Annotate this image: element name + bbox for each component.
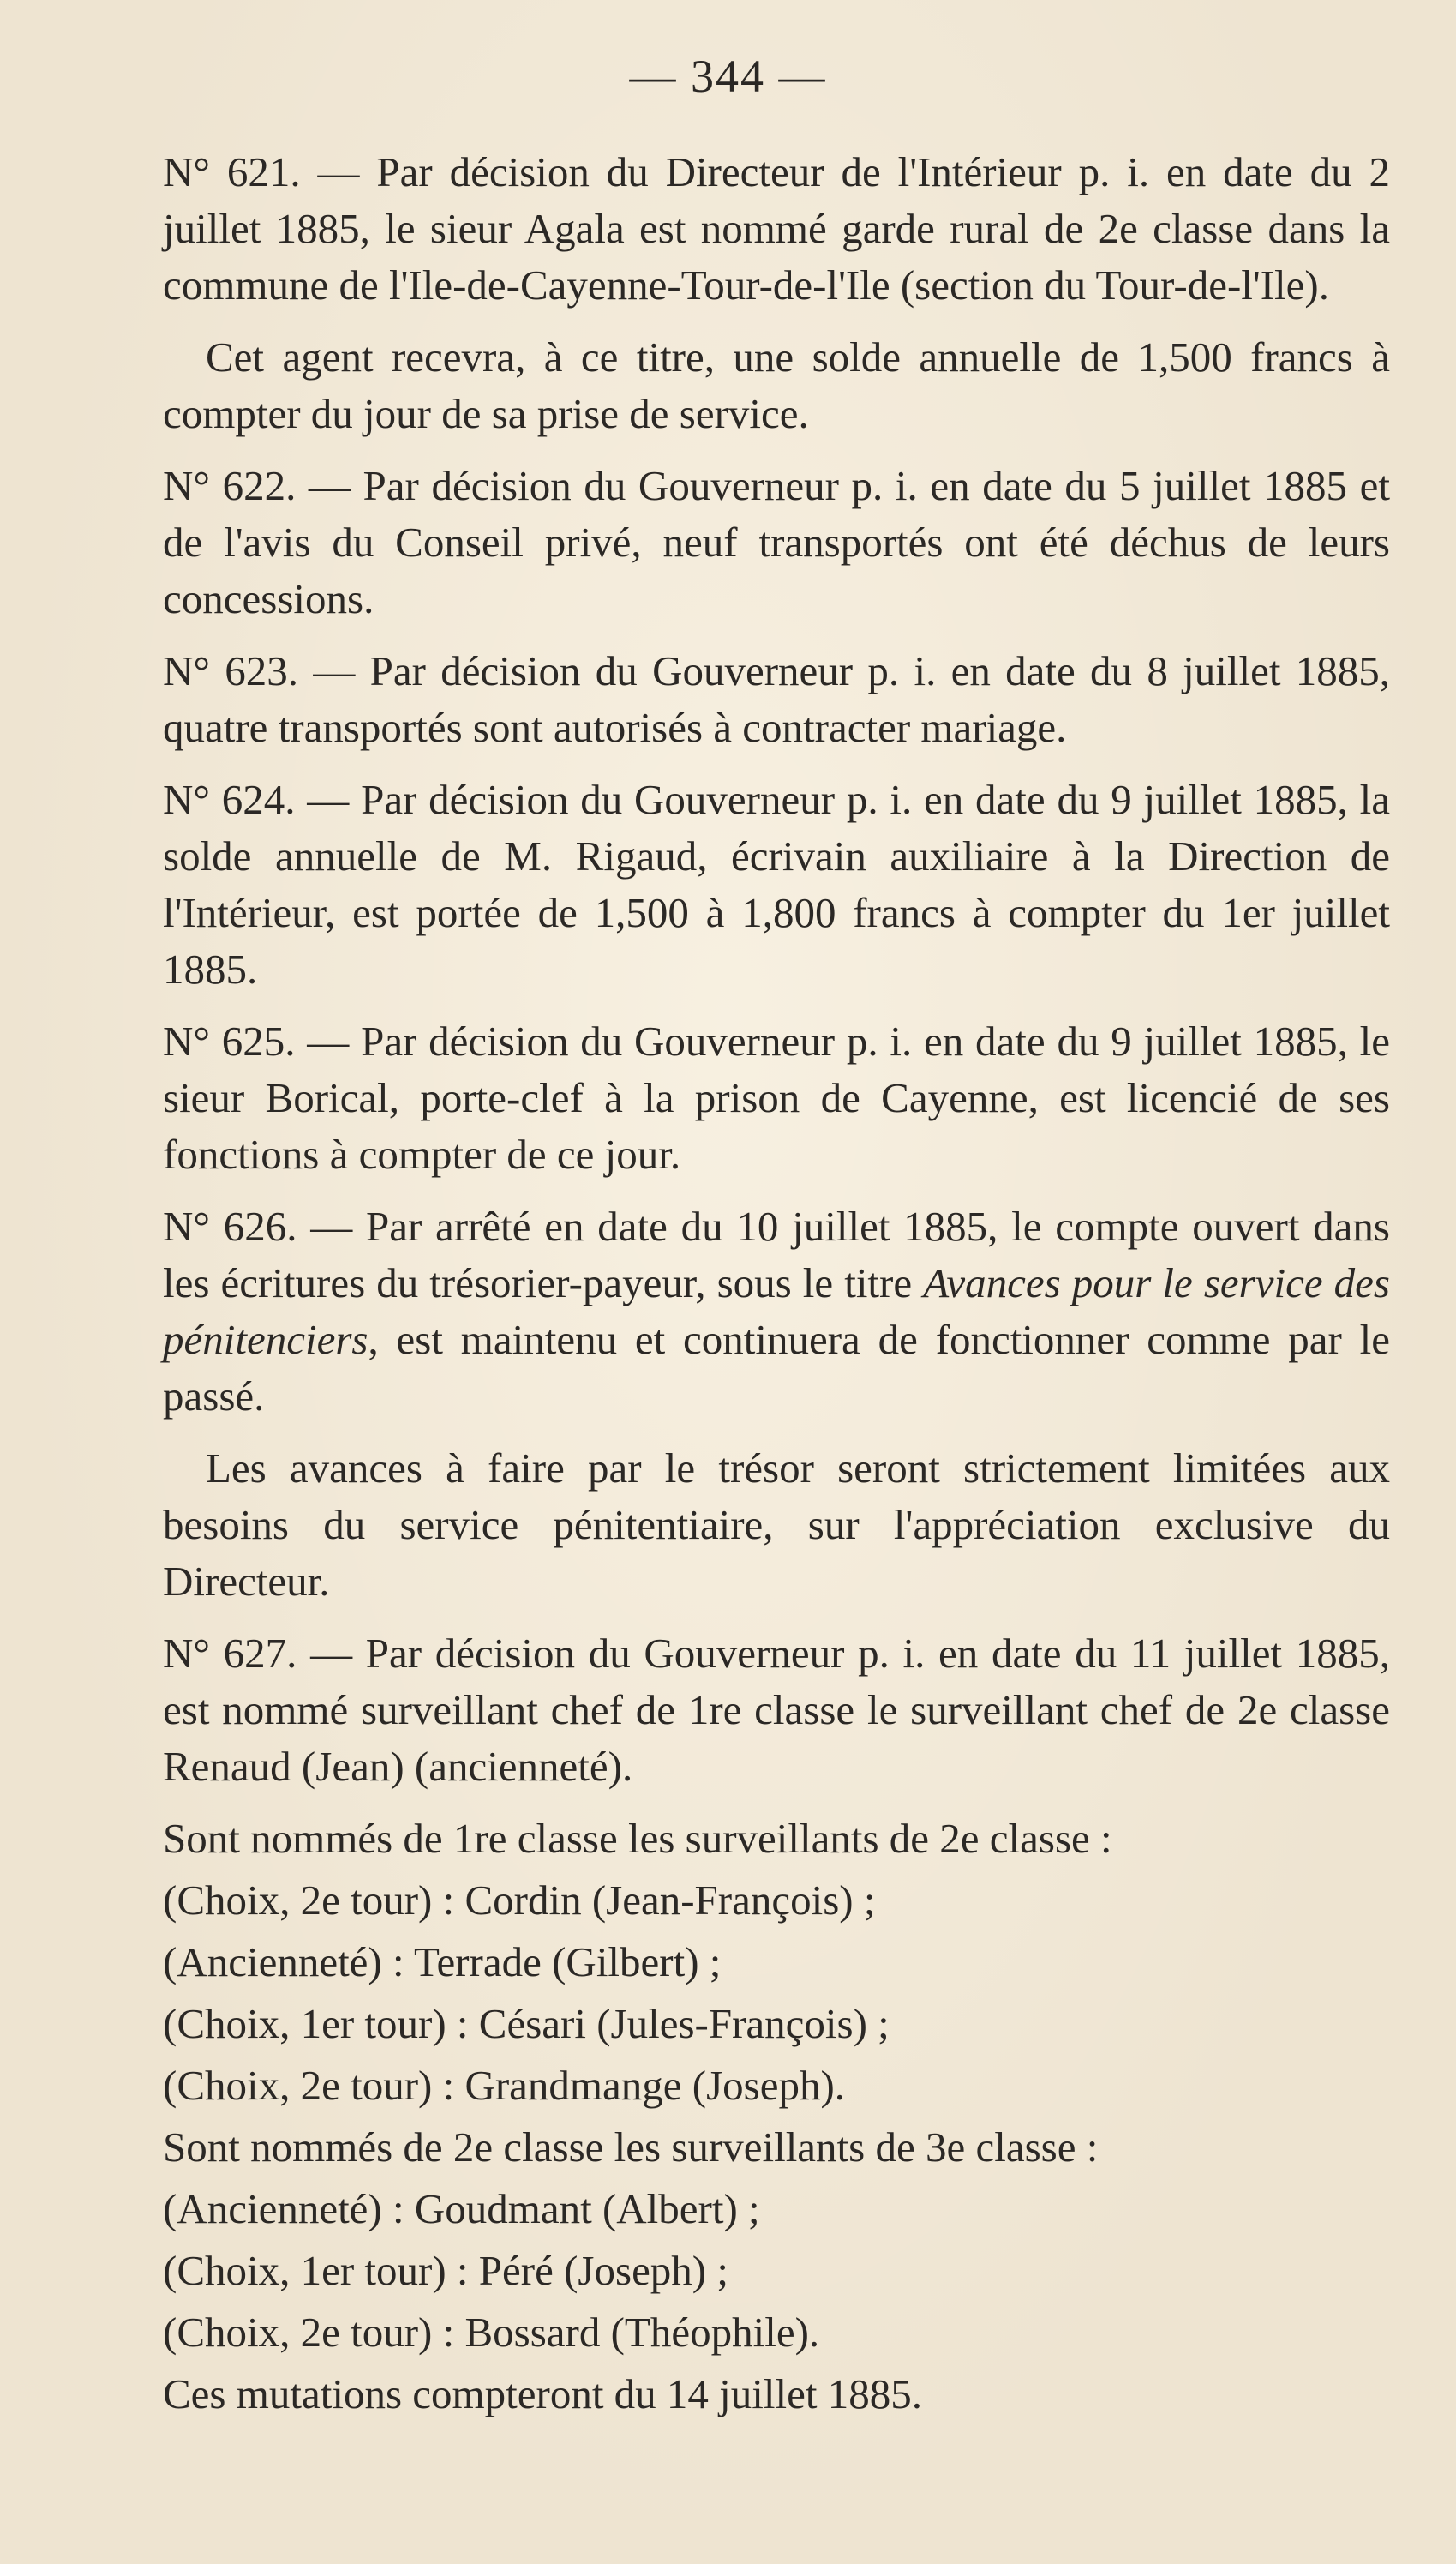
paragraph-625: N° 625. — Par décision du Gouverneur p. i. en date du 9 juillet 1885, le sieur Borical, porte-clef à la prison de Cayenne, est licencié de ses fonctions à compter de ce jour. bbox=[163, 1018, 1390, 1178]
list-heading-2e-classe: Sont nommés de 2e classe les surveillants de 3e classe : bbox=[163, 2123, 1099, 2171]
paragraph-621-continued: Cet agent recevra, à ce titre, une solde annuelle de 1,500 francs à compter du jour de sa prise de service. bbox=[163, 333, 1390, 437]
list-item: (Choix, 2e tour) : Bossard (Théophile). bbox=[163, 2309, 820, 2356]
paragraph-626-part-2: , est maintenu et continuera de fonctionner comme par le passé. bbox=[163, 1316, 1390, 1420]
closing-line: Ces mutations compteront du 14 juillet 1885. bbox=[163, 2370, 922, 2417]
list-item: (Ancienneté) : Goudmant (Albert) ; bbox=[163, 2185, 760, 2232]
paragraph-626-continued: Les avances à faire par le trésor seront strictement limitées aux besoins du service pénitentiaire, sur l'appréciation exclusive du Directeur. bbox=[163, 1444, 1390, 1605]
list-item: (Choix, 1er tour) : Péré (Joseph) ; bbox=[163, 2247, 728, 2294]
paragraph-627: N° 627. — Par décision du Gouverneur p. i. en date du 11 juillet 1885, est nommé surveillant chef de 1re classe le surveillant chef de 2e classe Renaud (Jean) (ancienneté). bbox=[163, 1630, 1390, 1790]
list-heading-1re-classe: Sont nommés de 1re classe les surveillants de 2e classe : bbox=[163, 1815, 1112, 1862]
paragraph-626 bbox=[163, 1198, 1390, 1425]
paragraph-623: N° 623. — Par décision du Gouverneur p. i. en date du 8 juillet 1885, quatre transportés sont autorisés à contracter mariage. bbox=[163, 647, 1390, 751]
list-item: (Choix, 2e tour) : Cordin (Jean-François) ; bbox=[163, 1876, 876, 1924]
paragraph-626-part-1: N° 626. — Par arrêté en date du 10 juillet 1885, le compte ouvert dans les écritures du trésorier-payeur, sous le titre bbox=[163, 1203, 1390, 1306]
list-item: (Ancienneté) : Terrade (Gilbert) ; bbox=[163, 1938, 722, 1985]
page-number: — 344 — bbox=[629, 51, 827, 102]
paragraph-626-italic-title: Avances pour le service des pénitenciers bbox=[163, 1259, 1390, 1363]
paragraph-621: N° 621. — Par décision du Directeur de l'Intérieur p. i. en date du 2 juillet 1885, le sieur Agala est nommé garde rural de 2e classe dans la commune de l'Ile-de-Cayenne-Tour-de-l'Ile (section du Tour-de-l'Ile). bbox=[163, 148, 1390, 309]
paragraph-622: N° 622. — Par décision du Gouverneur p. i. en date du 5 juillet 1885 et de l'avis du Conseil privé, neuf transportés ont été déchus de leurs concessions. bbox=[163, 462, 1390, 622]
list-item: (Choix, 1er tour) : Césari (Jules-François) ; bbox=[163, 2000, 890, 2047]
document-body bbox=[163, 144, 1390, 2428]
paragraph-624: N° 624. — Par décision du Gouverneur p. i. en date du 9 juillet 1885, la solde annuelle de M. Rigaud, écrivain auxiliaire à la Direction de l'Intérieur, est portée de 1,500 à 1,800 francs à compter du 1er juillet 1885. bbox=[163, 776, 1390, 993]
list-item: (Choix, 2e tour) : Grandmange (Joseph). bbox=[163, 2062, 846, 2109]
